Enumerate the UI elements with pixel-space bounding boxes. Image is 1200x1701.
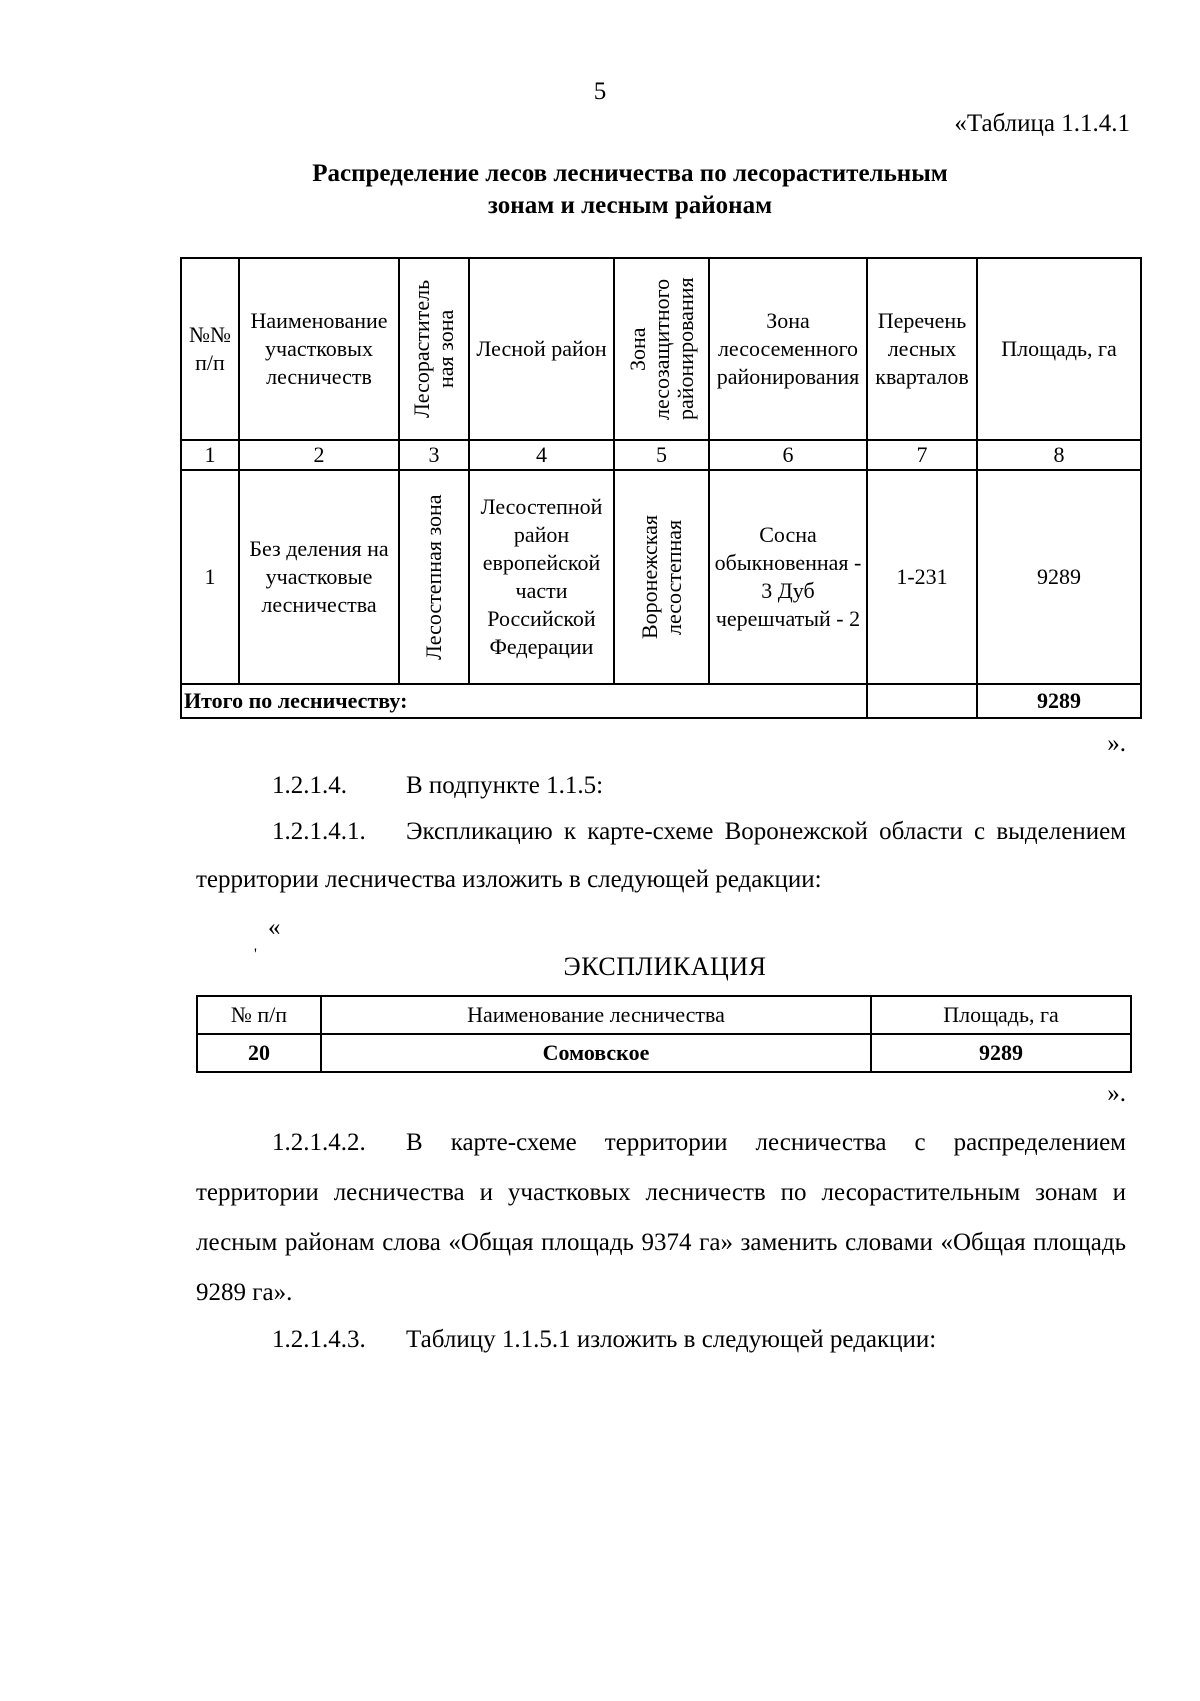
row-seed-zone: Сосна обыкновенная - 3 Дуб черешчатый - 2 [709, 470, 867, 684]
row-area: 9289 [977, 470, 1141, 684]
colnum-1: 1 [181, 440, 239, 470]
closing-quote-1: ». [1107, 730, 1126, 757]
paragraph-text: Таблицу 1.1.5.1 изложить в следующей редакции: [406, 1326, 937, 1353]
paragraph-1-2-1-4-3 [272, 1316, 936, 1364]
table-title [200, 158, 1060, 222]
explication-header-area: Площадь, га [871, 996, 1131, 1034]
header-name: Наименование участковых лесничеств [239, 258, 399, 440]
explication-header-num: № п/п [197, 996, 321, 1034]
colnum-4: 4 [469, 440, 614, 470]
explication-header-row [197, 996, 1131, 1034]
paragraph-text: В подпункте 1.1.5: [406, 772, 604, 799]
explication-title: ЭКСПЛИКАЦИЯ [563, 952, 767, 981]
colnum-8: 8 [977, 440, 1141, 470]
total-label: Итого по лесничеству: [181, 684, 867, 718]
explication-area: 9289 [871, 1034, 1131, 1072]
total-value: 9289 [977, 684, 1141, 718]
header-district: Лесной район [469, 258, 614, 440]
total-row [181, 684, 1141, 718]
total-empty-cell [867, 684, 977, 718]
paragraph-text: Экспликацию к карте-схеме Воронежской области с выделением территории лесничества изложить в следующей редакции: [196, 818, 1126, 893]
header-num: №№ п/п [181, 258, 239, 440]
header-zone-text: Лесораститель ная зона [409, 279, 458, 419]
table-row [181, 470, 1141, 684]
header-quarters: Перечень лесных кварталов [867, 258, 977, 440]
title-line-1: Распределение лесов лесничества по лесорастительным [312, 160, 948, 187]
paragraph-number: 1.2.1.4.3. [272, 1326, 366, 1353]
title-line-2: зонам и лесным районам [487, 192, 773, 219]
row-name: Без деления на участковые лесничества [239, 470, 399, 684]
paragraph-number: 1.2.1.4. [272, 772, 347, 799]
colnum-5: 5 [614, 440, 709, 470]
paragraph-text: В карте-схеме территории лесничества с распределением территории лесничества и участковых лесничеств по лесорастительным зонам и лесным районам слова «Общая площадь 9374 га» заменить словами «Общая площадь 9289 га». [196, 1129, 1126, 1306]
row-num: 1 [181, 470, 239, 684]
header-row [181, 258, 1141, 440]
header-seed-zone: Зона лесосеменного районирования [709, 258, 867, 440]
explication-header-name: Наименование лесничества [321, 996, 871, 1034]
row-protection-zone [614, 470, 709, 684]
closing-quote-2: ». [1107, 1080, 1126, 1107]
header-area: Площадь, га [977, 258, 1141, 440]
explication-name: Сомовское [321, 1034, 871, 1072]
row-district: Лесостепной район европейской части Российской Федерации [469, 470, 614, 684]
colnum-2: 2 [239, 440, 399, 470]
header-zone [399, 258, 469, 440]
page-number: 5 [593, 78, 607, 105]
colnum-6: 6 [709, 440, 867, 470]
stray-mark: ' [254, 946, 257, 963]
row-protection-zone-text: Воронежская лесостепная [636, 514, 686, 640]
paragraph-1-2-1-4-2 [196, 1118, 1126, 1318]
colnum-7: 7 [867, 440, 977, 470]
header-protection-zone-text: Зона лесозащитного районирования [624, 277, 698, 421]
row-zone-text: Лесостепная зона [421, 494, 446, 660]
paragraph-1-2-1-4 [272, 762, 603, 810]
column-number-row [181, 440, 1141, 470]
table-label: «Таблица 1.1.4.1 [954, 110, 1130, 137]
paragraph-number: 1.2.1.4.1. [272, 818, 366, 845]
explication-num: 20 [197, 1034, 321, 1072]
row-zone [399, 470, 469, 684]
forest-distribution-table [180, 257, 1142, 719]
table-row [197, 1034, 1131, 1072]
open-quote: « [268, 914, 281, 941]
colnum-3: 3 [399, 440, 469, 470]
paragraph-1-2-1-4-1 [196, 808, 1126, 904]
explication-table [196, 995, 1132, 1073]
paragraph-number: 1.2.1.4.2. [272, 1129, 366, 1156]
row-quarters: 1-231 [867, 470, 977, 684]
header-protection-zone [614, 258, 709, 440]
